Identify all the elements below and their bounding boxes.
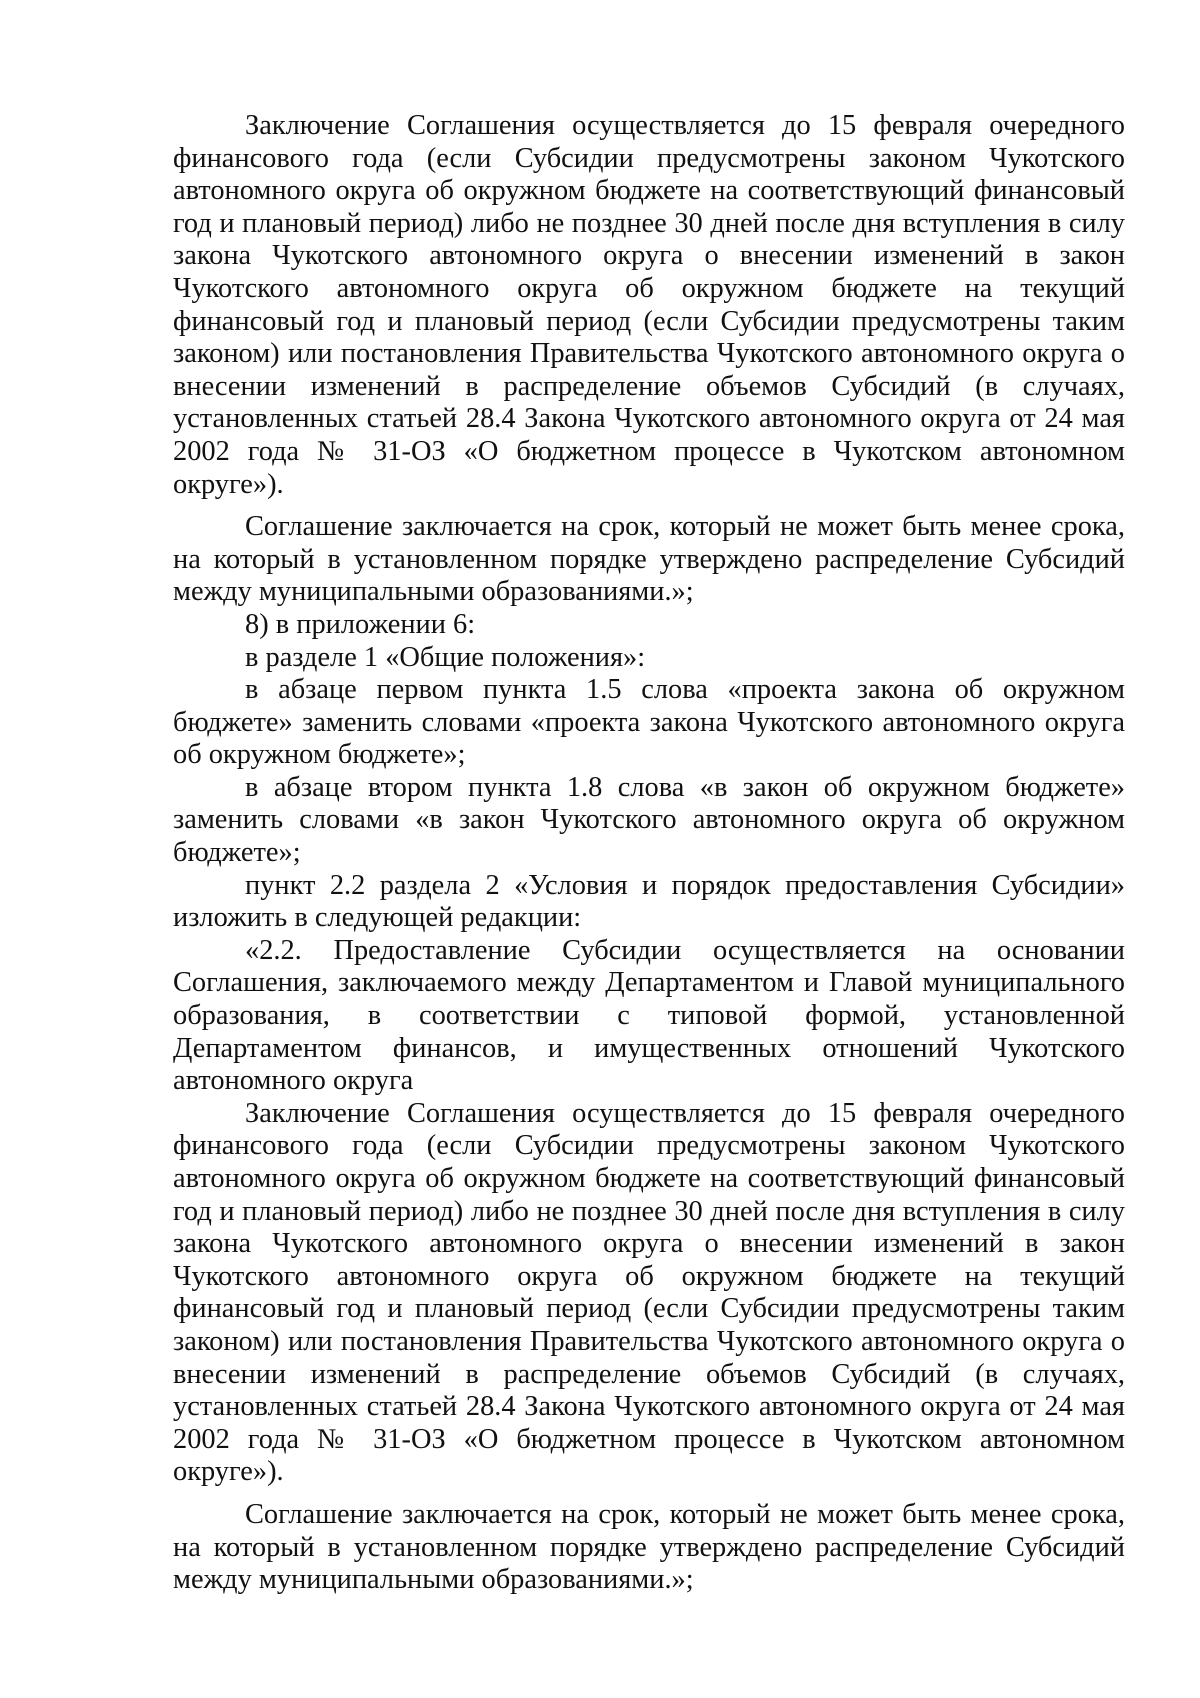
paragraph-conclusion-deadline-1: Заключение Соглашения осуществляется до 15 февраля очередного финансового года (если Субсидии предусмотрены законом Чукотского автономного округа об окружном бюджете на соответствующий финансовый год и плановый период) либо не позднее 30 дней после дня вступления в силу закона Чукотского автономного округа о внесении изменений в закон Чукотского автономного округа об окружном бюджете на текущий финансовый год и плановый период (если Субсидии предусмотрены таким законом) или постановления Правительства Чукотского автономного округа о внесении изменений в распределение объемов Субсидий (в случаях, установленных статьей 28.4 Закона Чукотского автономного округа от 24 мая 2002 года № 31-ОЗ «О бюджетном процессе в Чукотском автономном округе»).	[173, 110, 1125, 500]
paragraph-clause-1-5: в абзаце первом пункта 1.5 слова «проекта закона об окружном бюджете» заменить словами «проекта закона Чукотского автономного округа об окружном бюджете»;	[173, 674, 1125, 771]
paragraph-agreement-term-1: Соглашение заключается на срок, который не может быть менее срока, на который в установленном порядке утверждено распределение Субсидий между муниципальными образованиями.»;	[173, 511, 1125, 608]
document-page	[173, 110, 1125, 1597]
paragraph-section-1: в разделе 1 «Общие положения»:	[245, 641, 646, 673]
paragraph-agreement-term-2: Соглашение заключается на срок, который не может быть менее срока, на который в установленном порядке утверждено распределение Субсидий между муниципальными образованиями.»;	[173, 1498, 1125, 1596]
paragraph-clause-2-2-intro: пункт 2.2 раздела 2 «Условия и порядок предоставления Субсидии» изложить в следующей редакции:	[173, 869, 1125, 934]
paragraph-clause-1-8: в абзаце втором пункта 1.8 слова «в закон об окружном бюджете» заменить словами «в закон Чукотского автономного округа об окружном бюджете»;	[173, 771, 1125, 869]
paragraph-conclusion-deadline-2: Заключение Соглашения осуществляется до 15 февраля очередного финансового года (если Субсидии предусмотрены законом Чукотского автономного округа об окружном бюджете на соответствующий финансовый год и плановый период) либо не позднее 30 дней после дня вступления в силу закона Чукотского автономного округа о внесении изменений в закон Чукотского автономного округа об окружном бюджете на текущий финансовый год и плановый период (если Субсидии предусмотрены таким законом) или постановления Правительства Чукотского автономного округа о внесении изменений в распределение объемов Субсидий (в случаях, установленных статьей 28.4 Закона Чукотского автономного округа от 24 мая 2002 года № 31-ОЗ «О бюджетном процессе в Чукотском автономном округе»).	[173, 1097, 1125, 1488]
paragraph-clause-2-2: «2.2. Предоставление Субсидии осуществляется на основании Соглашения, заключаемого между Департаментом и Главой муниципального образования, в соответствии с типовой формой, установленной Департаментом финансов, и имущественных отношений Чукотского автономного округа	[173, 934, 1125, 1097]
paragraph-appendix-6: 8) в приложении 6:	[245, 608, 476, 640]
